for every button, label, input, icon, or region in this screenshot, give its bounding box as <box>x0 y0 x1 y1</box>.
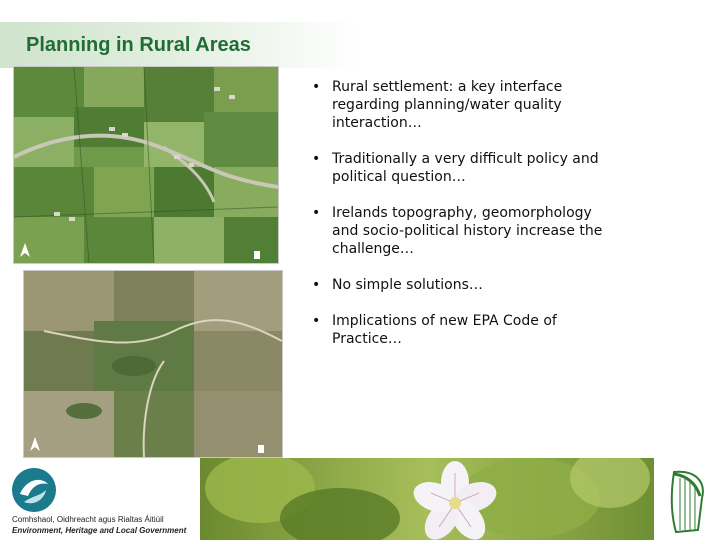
slide-title: Planning in Rural Areas <box>26 34 251 56</box>
footer-banner <box>0 458 720 540</box>
bullet-dot: • <box>312 79 321 95</box>
bullet-text: Rural settlement: a key interface regarding planning/water quality interaction… <box>332 79 563 131</box>
bullet-item <box>310 150 610 186</box>
bullet-dot: • <box>312 277 321 293</box>
bullet-text: No simple solutions… <box>332 277 483 293</box>
state-emblem-area <box>654 458 720 540</box>
bullet-item <box>310 276 610 294</box>
org-name-irish: Comhshaol, Oidhreacht agus Rialtas Áitiúil <box>12 515 164 524</box>
bullet-dot: • <box>312 151 321 167</box>
department-logo-icon <box>10 466 58 514</box>
scale-label <box>258 445 264 453</box>
clover-photo <box>200 458 654 540</box>
scale-label <box>254 251 260 259</box>
bullet-item <box>310 312 610 348</box>
north-arrow-icon <box>20 243 30 257</box>
aerial-photo-settlement <box>13 66 279 264</box>
bullet-list <box>310 78 610 366</box>
bullet-text: Irelands topography, geomorphology and socio-political history increase the challenge… <box>332 205 603 257</box>
bullet-item <box>310 78 610 132</box>
aerial-photo-rural <box>23 270 283 458</box>
north-arrow-icon <box>30 437 40 451</box>
org-name-english: Environment, Heritage and Local Government <box>12 526 187 535</box>
bullet-dot: • <box>312 313 321 329</box>
bullet-dot: • <box>312 205 321 221</box>
harp-emblem-icon <box>666 468 708 536</box>
bullet-text: Traditionally a very difficult policy and political question… <box>332 151 599 185</box>
department-branding <box>0 458 200 540</box>
bullet-text: Implications of new EPA Code of Practice… <box>332 313 557 347</box>
bullet-item <box>310 204 610 258</box>
